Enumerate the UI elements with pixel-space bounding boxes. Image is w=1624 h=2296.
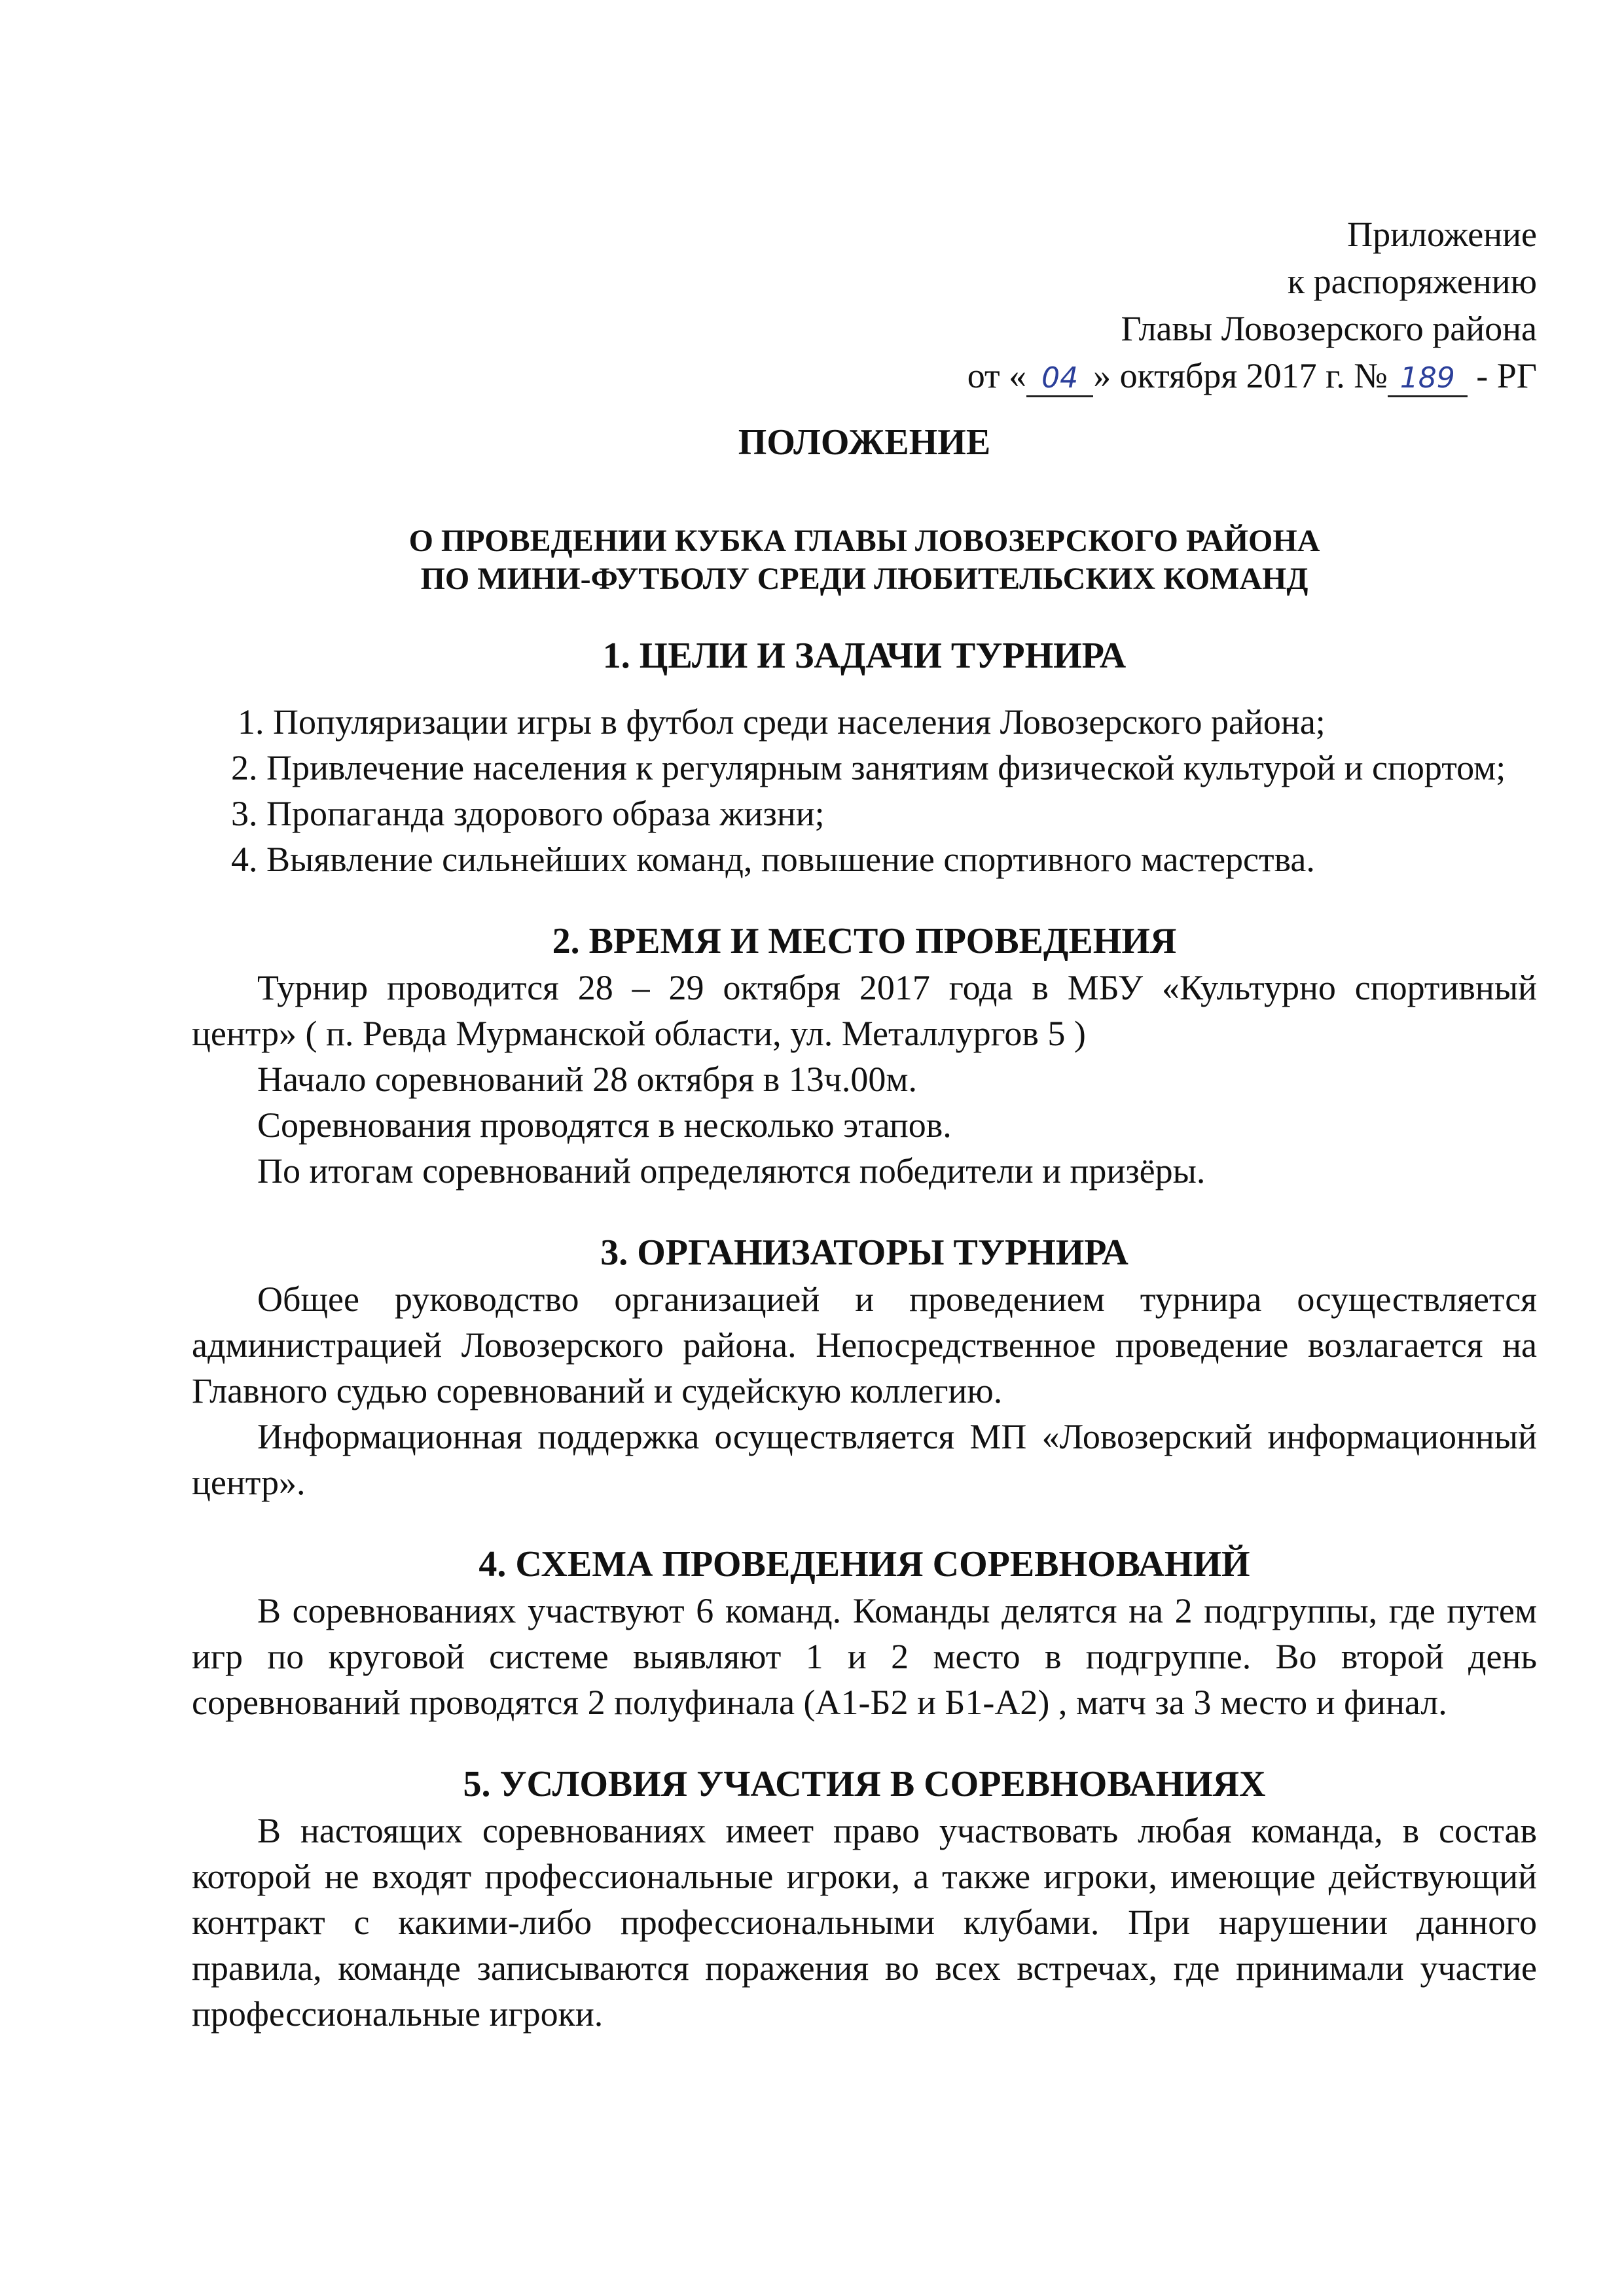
venue-paragraph: Турнир проводится 28 – 29 октября 2017 года в МБУ «Культурно спортивный центр» ( п. Ревда Мурманской области, ул. Металлургов 5 )	[192, 968, 1537, 1053]
document-subtitle	[192, 522, 1537, 598]
date-suffix: - РГ	[1467, 356, 1537, 395]
goal-item-2: 2. Привлечение населения к регулярным занятиям физической культурой и спортом;	[231, 748, 1506, 787]
organizers-paragraph: Общее руководство организацией и проведением турнира осуществляется администрацией Ловозерского района. Непосредственное проведение возлагается на Главного судью соревнований и судейскую коллегию.	[192, 1280, 1537, 1410]
document-body	[192, 419, 1537, 2037]
appendix-label: Приложение	[1347, 215, 1537, 254]
start-time-paragraph: Начало соревнований 28 октября в 13ч.00м.	[257, 1060, 918, 1099]
section-4-heading: 4. СХЕМА ПРОВЕДЕНИЯ СОРЕВНОВАНИЙ	[478, 1544, 1250, 1585]
handwritten-day: 04	[1026, 361, 1093, 397]
section-5-heading: 5. УСЛОВИЯ УЧАСТИЯ В СОРЕВНОВАНИЯХ	[463, 1764, 1266, 1804]
subtitle-line-1: О ПРОВЕДЕНИИ КУБКА ГЛАВЫ ЛОВОЗЕРСКОГО РАЙОНА	[408, 524, 1320, 558]
winners-paragraph: По итогам соревнований определяются победители и призёры.	[257, 1151, 1206, 1191]
goal-item-4: 4. Выявление сильнейших команд, повышение спортивного мастерства.	[231, 840, 1315, 879]
section-1-heading: 1. ЦЕЛИ И ЗАДАЧИ ТУРНИРА	[602, 636, 1127, 676]
date-prefix: от «	[967, 356, 1027, 395]
handwritten-order-number: 189	[1388, 361, 1468, 397]
section-3-heading: 3. ОРГАНИЗАТОРЫ ТУРНИРА	[600, 1232, 1128, 1273]
goal-item-3: 3. Пропаганда здорового образа жизни;	[231, 794, 825, 833]
scheme-paragraph: В соревнованиях участвуют 6 команд. Команды делятся на 2 подгруппы, где путем игр по круговой системе выявляют 1 и 2 место в подгруппе. Во второй день соревнований проводятся 2 полуфинала (А1-Б2 и Б1-А2) , матч за 3 место и финал.	[192, 1591, 1537, 1722]
document-title: ПОЛОЖЕНИЕ	[738, 422, 991, 463]
subtitle-line-2: ПО МИНИ-ФУТБОЛУ СРЕДИ ЛЮБИТЕЛЬСКИХ КОМАНД	[420, 562, 1308, 596]
order-reference: к распоряжению	[1287, 262, 1537, 301]
goal-item-1: 1. Популяризации игры в футбол среди населения Ловозерского района;	[238, 702, 1326, 742]
stages-paragraph: Соревнования проводятся в несколько этапов.	[257, 1105, 952, 1145]
order-date-line	[751, 352, 1537, 399]
date-middle: » октября 2017 г. №	[1093, 356, 1388, 395]
info-support-paragraph: Информационная поддержка осуществляется МП «Ловозерский информационный центр».	[192, 1417, 1537, 1502]
conditions-paragraph: В настоящих соревнованиях имеет право участвовать любая команда, в состав которой не входят профессиональные игроки, а также игроки, имеющие действующий контракт с какими-либо профессиональными клубами. При нарушении данного правила, команде записываются поражения во всех встречах, где принимали участие профессиональные игроки.	[192, 1811, 1537, 2034]
appendix-header	[751, 211, 1537, 399]
issuer-line: Главы Ловозерского района	[1121, 309, 1537, 348]
section-2-heading: 2. ВРЕМЯ И МЕСТО ПРОВЕДЕНИЯ	[552, 921, 1177, 961]
